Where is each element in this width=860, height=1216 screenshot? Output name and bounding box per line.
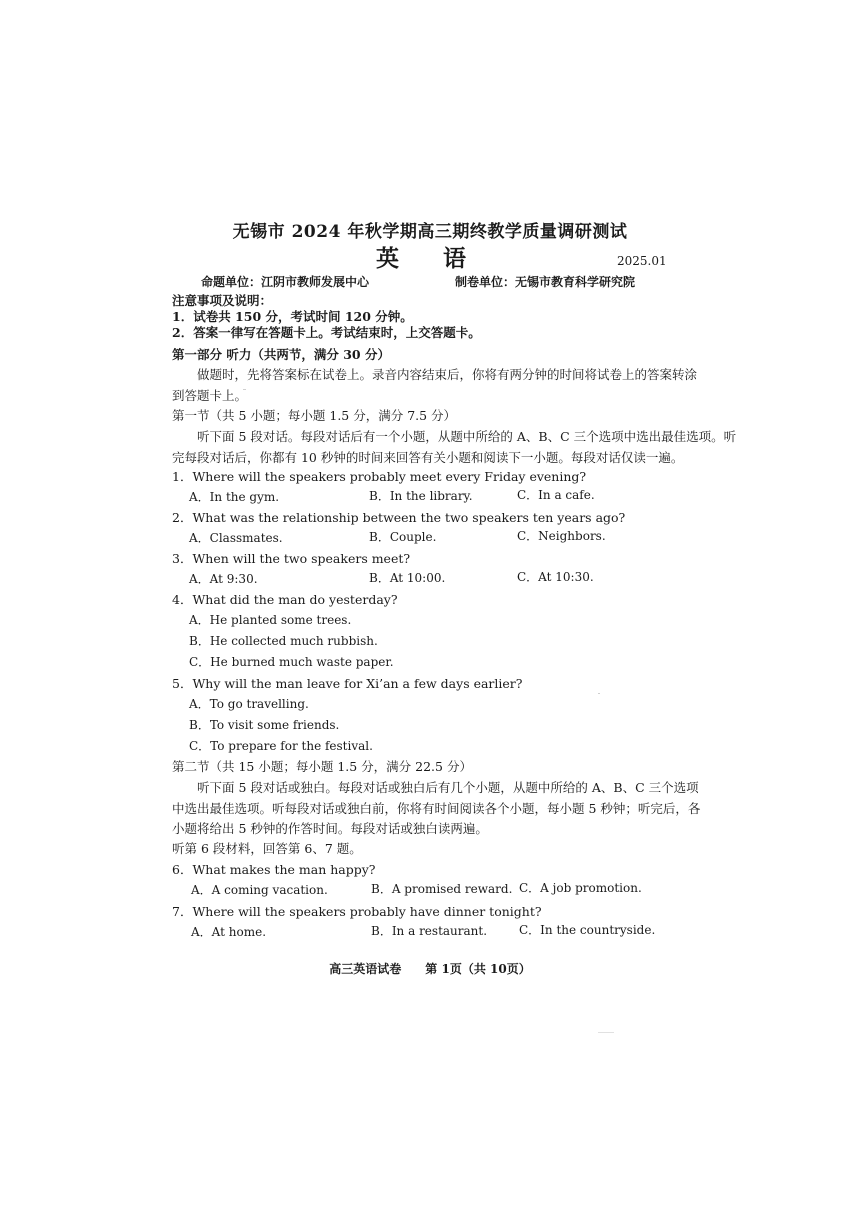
section2-intro: 听下面 5 段对话或独白。每段对话或独白后有几个小题，从题中所给的 A、B、C 三个选项 (197, 780, 699, 795)
question-stem: 2．What was the relationship between the two speakers ten years ago? (172, 510, 626, 525)
scan-speck (243, 389, 246, 390)
option-b: B．At 10:00. (369, 571, 446, 585)
option-a: A．In the gym. (189, 490, 280, 504)
part1-heading: 第一部分 听力（共两节，满分 30 分） (172, 347, 390, 362)
section2-intro: 中选出最佳选项。听每段对话或独白前，你将有时间阅读各个小题，每小题 5 秒钟；听完后，各 (172, 801, 701, 816)
option-a: A．At 9:30. (189, 572, 258, 586)
question-stem: 7．Where will the speakers probably have dinner tonight? (172, 904, 542, 919)
option-a: A．He planted some trees. (189, 613, 352, 627)
notes-heading: 注意事项及说明： (172, 293, 273, 308)
scan-speck (598, 693, 600, 694)
option-c: C．Neighbors. (517, 529, 606, 543)
section1-heading: 第一节（共 5 小题；每小题 1.5 分，满分 7.5 分） (172, 408, 457, 423)
notes-item: 1．试卷共 150 分，考试时间 120 分钟。 (172, 309, 413, 324)
option-c: C．In the countryside. (519, 923, 656, 937)
option-b: B．A promised reward. (371, 882, 513, 896)
option-b: B．In the library. (369, 489, 473, 503)
material-label: 听第 6 段材料，回答第 6、7 题。 (172, 841, 362, 856)
option-a: A．A coming vacation. (191, 883, 328, 897)
option-b: B．To visit some friends. (189, 718, 340, 732)
subject-title: 英 语 (375, 245, 484, 272)
question-stem: 1．Where will the speakers probably meet every Friday evening? (172, 469, 587, 484)
option-a: A．At home. (191, 925, 267, 939)
option-c: C．He burned much waste paper. (189, 655, 394, 669)
exam-title: 无锡市 2024 年秋学期高三期终教学质量调研测试 (232, 222, 628, 242)
section2-intro: 小题将给出 5 秒钟的作答时间。每段对话或独白读两遍。 (172, 821, 488, 836)
notes-item: 2．答案一律写在答题卡上。考试结束时，上交答题卡。 (172, 325, 481, 340)
option-c: C．To prepare for the festival. (189, 739, 373, 753)
question-stem: 3．When will the two speakers meet? (172, 551, 411, 566)
question-stem: 5．Why will the man leave for Xi’an a few days earlier? (172, 676, 523, 691)
option-b: B．In a restaurant. (371, 924, 488, 938)
scan-speck (598, 1032, 614, 1033)
question-stem: 4．What did the man do yesterday? (172, 592, 398, 607)
section2-heading: 第二节（共 15 小题；每小题 1.5 分，满分 22.5 分） (172, 759, 472, 774)
page-footer: 高三英语试卷 第 1页（共 10页） (329, 962, 531, 976)
unit-right: 制卷单位：无锡市教育科学研究院 (455, 275, 636, 289)
exam-date: 2025.01 (617, 254, 667, 268)
section1-intro: 听下面 5 段对话。每段对话后有一个小题，从题中所给的 A、B、C 三个选项中选出最佳选项。听 (197, 429, 737, 444)
option-a: A．To go travelling. (189, 697, 309, 711)
unit-left: 命题单位：江阴市教师发展中心 (201, 275, 370, 289)
option-b: B．He collected much rubbish. (189, 634, 378, 648)
part1-intro: 到答题卡上。 (172, 388, 248, 403)
part1-intro: 做题时，先将答案标在试卷上。录音内容结束后，你将有两分钟的时间将试卷上的答案转涂 (197, 367, 698, 382)
option-a: A．Classmates. (189, 531, 283, 545)
option-c: C．At 10:30. (517, 570, 594, 584)
option-c: C．A job promotion. (519, 881, 642, 895)
option-b: B．Couple. (369, 530, 437, 544)
option-c: C．In a cafe. (517, 488, 595, 502)
question-stem: 6．What makes the man happy? (172, 862, 376, 877)
section1-intro: 完每段对话后，你都有 10 秒钟的时间来回答有关小题和阅读下一小题。每段对话仅读一遍。 (172, 450, 684, 465)
